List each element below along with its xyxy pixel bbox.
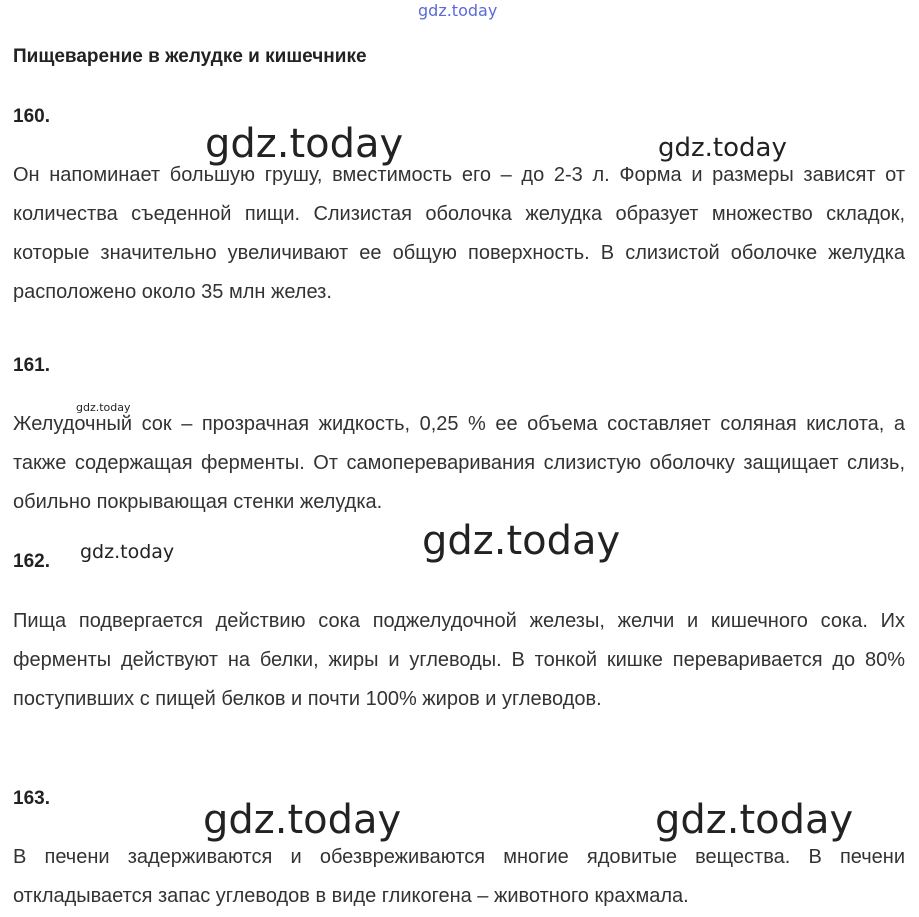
watermark: gdz.today bbox=[422, 518, 621, 564]
answer-paragraph: В печени задерживаются и обезвреживаются многие ядовитые вещества. В печени откладывается запас углеводов в виде гликогена – животного крахмала. bbox=[13, 846, 905, 907]
watermark: gdz.today bbox=[205, 121, 404, 167]
watermark: gdz.today bbox=[203, 797, 402, 843]
watermark-top: gdz.today bbox=[418, 1, 498, 20]
task-number: 163. bbox=[13, 788, 50, 809]
watermark: gdz.today bbox=[658, 133, 787, 163]
answer-paragraph: Пища подвергается действию сока поджелудочной железы, желчи и кишечного сока. Их ферменты действуют на белки, жиры и углеводы. В тонкой кишке переваривается до 80% поступивших с пищей белков и почти 100% жиров и углеводов. bbox=[13, 610, 905, 710]
watermark: gdz.today bbox=[80, 541, 175, 563]
watermark: gdz.today bbox=[655, 797, 854, 843]
page-title: Пищеварение в желудке и кишечнике bbox=[13, 46, 367, 67]
answer-paragraph: Он напоминает большую грушу, вместимость его – до 2-3 л. Форма и размеры зависят от количества съеденной пищи. Слизистая оболочка желудка образует множество складок, которые значительно увеличивают ее общую поверхность. В слизистой оболочке желудка расположено около 35 млн желез. bbox=[13, 164, 905, 303]
task-number: 161. bbox=[13, 355, 50, 376]
watermark: gdz.today bbox=[76, 401, 131, 414]
task-number: 160. bbox=[13, 106, 50, 127]
answer-paragraph: Желудочный сок – прозрачная жидкость, 0,25 % ее объема составляет соляная кислота, а также содержащая ферменты. От самопереваривания слизистую оболочку защищает слизь, обильно покрывающая стенки желудка. bbox=[13, 413, 905, 513]
task-number: 162. bbox=[13, 551, 50, 572]
